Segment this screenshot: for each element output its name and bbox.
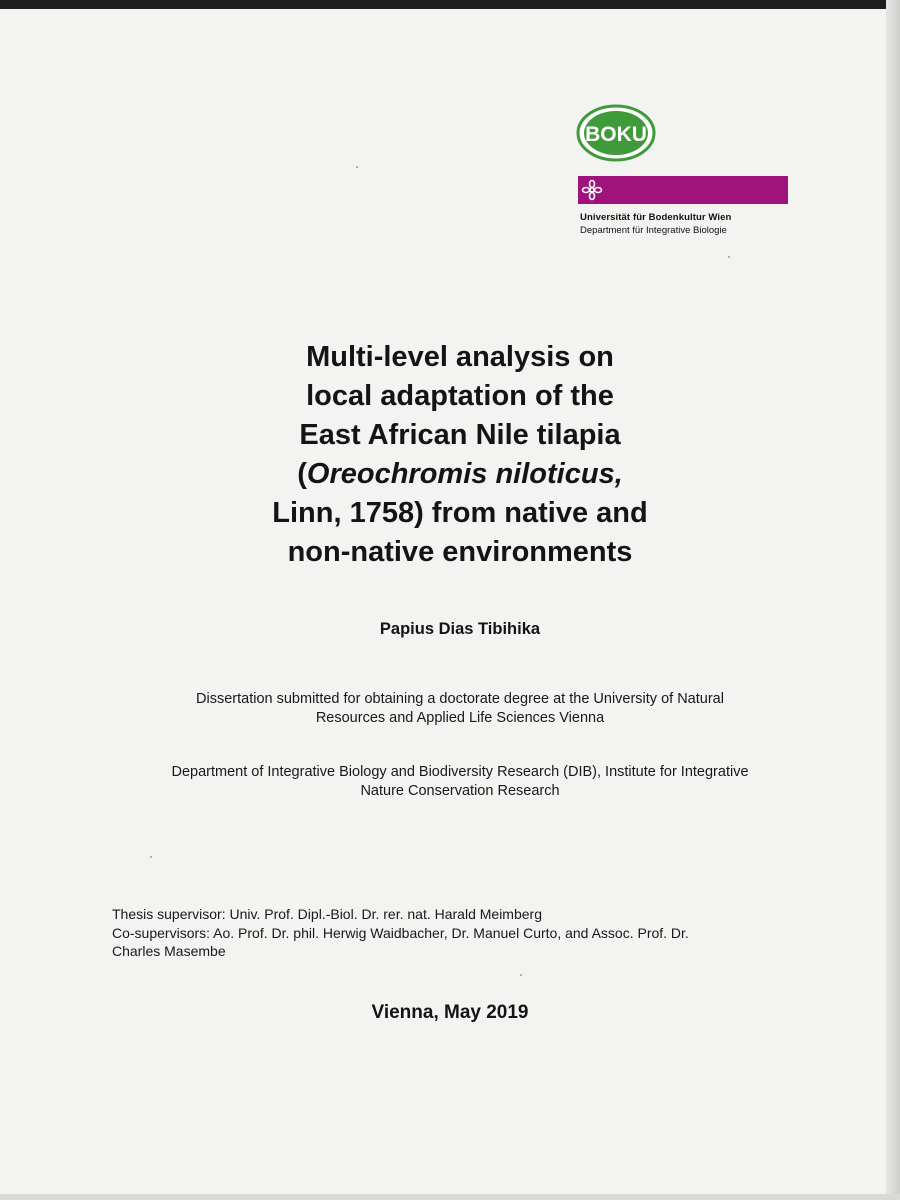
- scan-right-shadow: [886, 0, 900, 1200]
- flower-icon: [578, 176, 606, 204]
- department-name: Department für Integrative Biologie: [580, 225, 727, 236]
- place-and-date: Vienna, May 2019: [371, 1002, 529, 1023]
- affiliation-line-1: Department of Integrative Biology and Biodiversity Research (DIB), Institute for Integrative: [171, 764, 749, 780]
- thesis-title: [150, 338, 770, 572]
- scan-bottom-edge: [0, 1194, 900, 1200]
- scan-speck: [150, 856, 152, 858]
- supervisors-block: [112, 905, 802, 961]
- affiliation-line-2: Nature Conservation Research: [360, 783, 560, 799]
- co-supervisors-continued: Charles Masembe: [112, 943, 226, 959]
- scan-top-edge: [0, 0, 900, 9]
- title-line-3: East African Nile tilapia: [299, 419, 621, 451]
- affiliation-statement: [120, 763, 800, 801]
- title-line-6: non-native environments: [287, 536, 633, 568]
- title-line-4: [150, 455, 770, 494]
- title-line-5: Linn, 1758) from native and: [272, 497, 648, 529]
- co-supervisors: Co-supervisors: Ao. Prof. Dr. phil. Herwig Waidbacher, Dr. Manuel Curto, and Assoc. Prof. Dr.: [112, 924, 689, 941]
- boku-seal-icon: [576, 104, 656, 162]
- dissertation-line-2: Resources and Applied Life Sciences Vienna: [315, 710, 605, 726]
- species-name: Oreochromis niloticus,: [306, 458, 623, 490]
- dissertation-line-1: Dissertation submitted for obtaining a doctorate degree at the University of Natural: [196, 691, 724, 707]
- title-line-1: Multi-level analysis on: [306, 341, 614, 373]
- thesis-supervisor: Thesis supervisor: Univ. Prof. Dipl.-Biol. Dr. rer. nat. Harald Meimberg: [112, 906, 542, 922]
- author-name: Papius Dias Tibihika: [379, 620, 541, 638]
- dissertation-statement: [120, 690, 800, 728]
- boku-seal-text: BOKU: [585, 123, 647, 146]
- department-color-bar: [578, 176, 788, 204]
- scan-speck: [356, 166, 358, 168]
- title-open-paren: (: [297, 458, 307, 490]
- university-name: Universität für Bodenkultur Wien: [580, 212, 732, 223]
- scan-speck: [520, 974, 522, 976]
- scan-speck: [728, 256, 730, 258]
- title-line-2: local adaptation of the: [306, 380, 614, 412]
